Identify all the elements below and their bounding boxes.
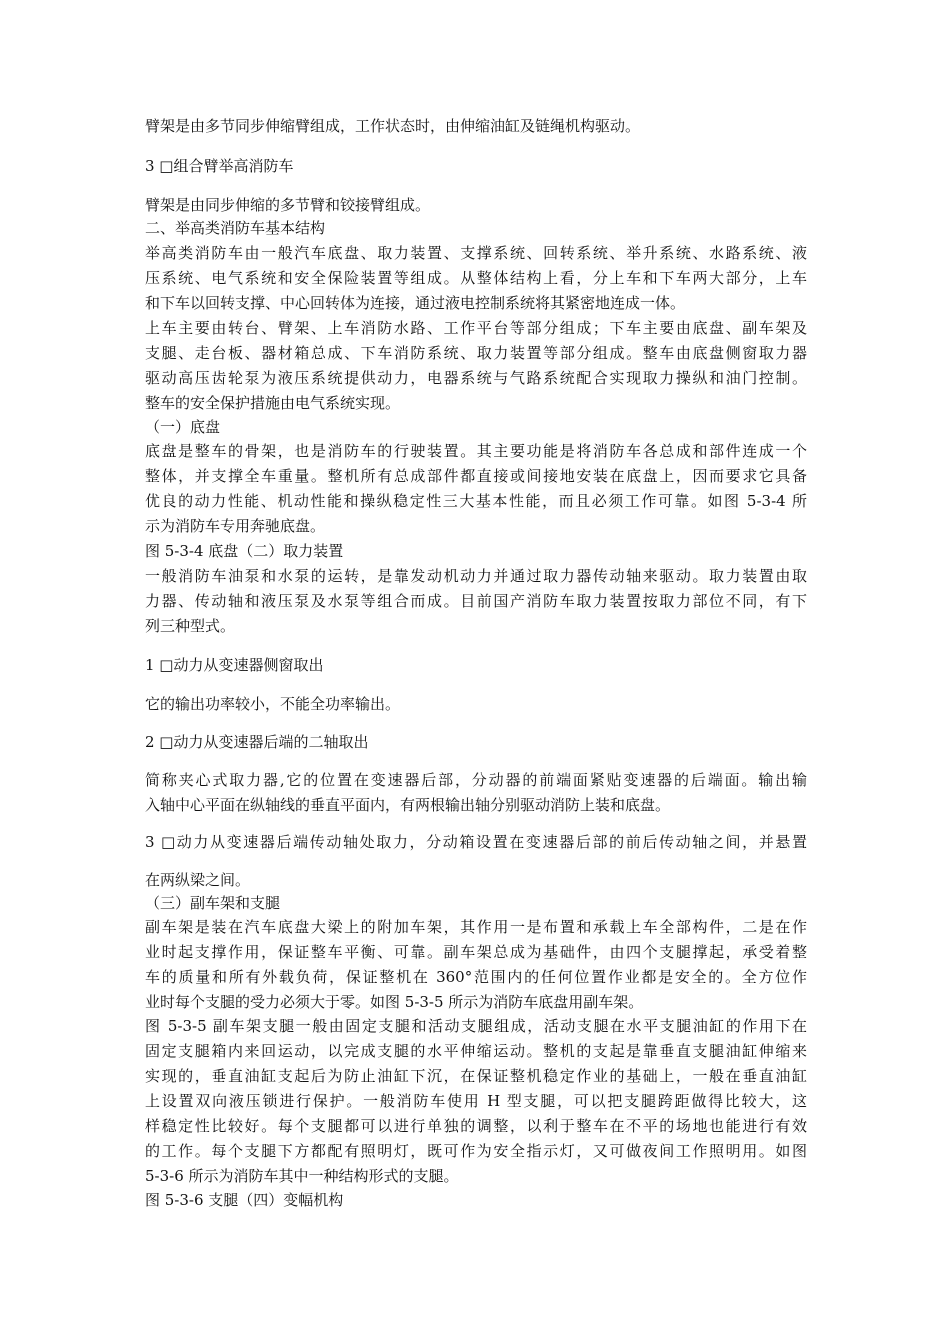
text-line: 业时起支撑作用，保证整车平衡、可靠。副车架总成为基础件，由四个支腿撑起，承受着整 bbox=[145, 943, 807, 961]
text-line: 整车的安全保护措施由电气系统实现。 bbox=[145, 394, 401, 412]
text-line: 的工作。每个支腿下方都配有照明灯，既可作为安全指示灯，又可做夜间工作照明用。如图 bbox=[145, 1142, 807, 1160]
section-heading: 二、举高类消防车基本结构 bbox=[145, 219, 326, 237]
text-line: 副车架是装在汽车底盘大梁上的附加车架，其作用一是布置和承载上车全部构件，二是在作 bbox=[145, 918, 807, 936]
text-line: 整体，并支撑全车重量。整机所有总成部件都直接或间接地安装在底盘上，因而要求它具备 bbox=[145, 467, 807, 485]
text-line: 列三种型式。 bbox=[145, 617, 236, 635]
figure-caption: 图 5-3-4 底盘（二）取力装置 bbox=[145, 542, 344, 560]
text-line: 在两纵梁之间。 bbox=[145, 871, 251, 889]
text-line: 入轴中心平面在纵轴线的垂直平面内，有两根输出轴分别驱动消防上装和底盘。 bbox=[145, 796, 671, 814]
text-line: 一般消防车油泵和水泵的运转，是靠发动机动力并通过取力器传动轴来驱动。取力装置由取 bbox=[145, 567, 807, 585]
text-line: 和下车以回转支撑、中心回转体为连接，通过液电控制系统将其紧密地连成一体。 bbox=[145, 294, 686, 312]
text-line: 固定支腿箱内来回运动，以完成支腿的水平伸缩运动。整机的支起是靠垂直支腿油缸伸缩来 bbox=[145, 1042, 807, 1060]
text-line: 臂架是由同步伸缩的多节臂和铰接臂组成。 bbox=[145, 196, 431, 214]
text-line: 底盘是整车的骨架，也是消防车的行驶装置。其主要功能是将消防车各总成和部件连成一个 bbox=[145, 442, 807, 460]
section-heading: 1 □动力从变速器侧窗取出 bbox=[145, 656, 324, 674]
text-line: 实现的，垂直油缸支起后为防止油缸下沉，在保证整机稳定作业的基础上，一般在垂直油缸 bbox=[145, 1067, 807, 1085]
section-heading: （一）底盘 bbox=[145, 418, 221, 436]
text-line: 举高类消防车由一般汽车底盘、取力装置、支撑系统、回转系统、举升系统、水路系统、液 bbox=[145, 244, 807, 262]
text-line: 力器、传动轴和液压泵及水泵等组合而成。目前国产消防车取力装置按取力部位不同，有下 bbox=[145, 592, 807, 610]
text-line: 简称夹心式取力器,它的位置在变速器后部，分动器的前端面紧贴变速器的后端面。输出输 bbox=[145, 771, 807, 789]
figure-caption: 图 5-3-5 副车架支腿一般由固定支腿和活动支腿组成，活动支腿在水平支腿油缸的作用下在 bbox=[145, 1017, 807, 1035]
text-line: 5-3-6 所示为消防车其中一种结构形式的支腿。 bbox=[145, 1167, 459, 1185]
text-line: 示为消防车专用奔驰底盘。 bbox=[145, 517, 326, 535]
section-heading: （三）副车架和支腿 bbox=[145, 894, 281, 912]
text-line: 臂架是由多节同步伸缩臂组成，工作状态时，由伸缩油缸及链绳机构驱动。 bbox=[145, 117, 641, 135]
text-line: 压系统、电气系统和安全保险装置等组成。从整体结构上看，分上车和下车两大部分，上车 bbox=[145, 269, 807, 287]
text-line: 驱动高压齿轮泵为液压系统提供动力，电器系统与气路系统配合实现取力操纵和油门控制。 bbox=[145, 369, 807, 387]
section-heading: 3 □组合臂举高消防车 bbox=[145, 157, 294, 175]
text-line: 车的质量和所有外载负荷，保证整机在 360°范围内的任何位置作业都是安全的。全方位作 bbox=[145, 968, 807, 986]
text-line: 样稳定性比较好。每个支腿都可以进行单独的调整，以利于整车在不平的场地也能进行有效 bbox=[145, 1117, 807, 1135]
text-line: 它的输出功率较小，不能全功率输出。 bbox=[145, 695, 401, 713]
text-line: 业时每个支腿的受力必须大于零。如图 5-3-5 所示为消防车底盘用副车架。 bbox=[145, 993, 644, 1011]
figure-caption: 图 5-3-6 支腿（四）变幅机构 bbox=[145, 1191, 344, 1209]
text-line: 支腿、走台板、器材箱总成、下车消防系统、取力装置等部分组成。整车由底盘侧窗取力器 bbox=[145, 344, 807, 362]
text-line: 上车主要由转台、臂架、上车消防水路、工作平台等部分组成；下车主要由底盘、副车架及 bbox=[145, 319, 807, 337]
text-line: 上设置双向液压锁进行保护。一般消防车使用 H 型支腿，可以把支腿跨距做得比较大，这 bbox=[145, 1092, 807, 1110]
text-line: 3 □动力从变速器后端传动轴处取力，分动箱设置在变速器后部的前后传动轴之间，并悬置 bbox=[145, 833, 807, 851]
text-line: 优良的动力性能、机动性能和操纵稳定性三大基本性能，而且必须工作可靠。如图 5-3-4 所 bbox=[145, 492, 807, 510]
section-heading: 2 □动力从变速器后端的二轴取出 bbox=[145, 733, 369, 751]
